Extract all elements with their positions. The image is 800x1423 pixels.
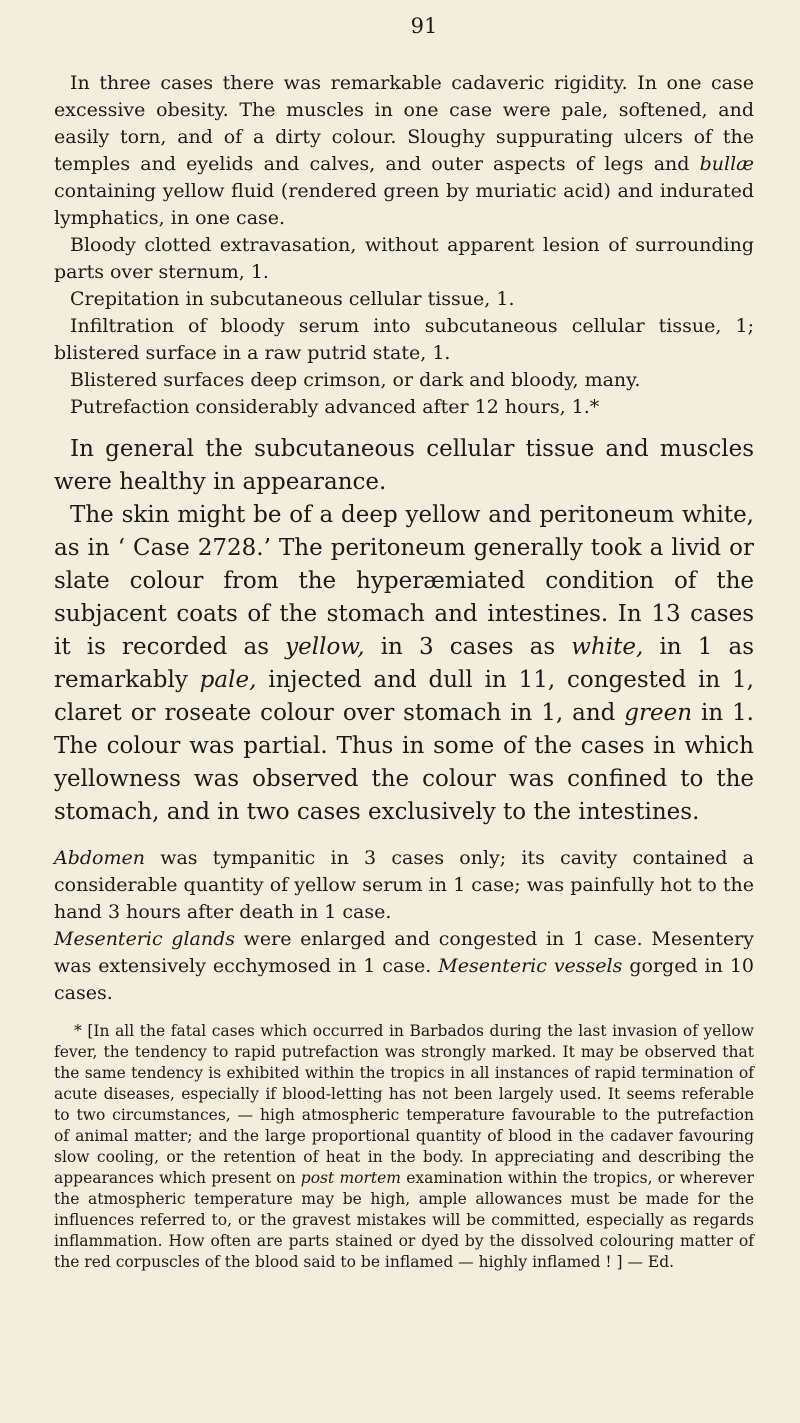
- paragraph-text: containing yellow fluid (rendered green by muriatic acid) and indurated lymphatics, in one case.: [54, 180, 754, 229]
- abdominal-findings: [54, 845, 754, 1007]
- footnote-segment: * [In all the fatal cases which occurred in Barbados during the last invasion of yellow fever, the tendency to rapid putrefaction was strongly marked. It may be observed that the same tendency is exhibited within the tropics in all instances of rapid termination of acute diseases, especially if blood-letting has not been largely used. It seems referable to two circumstances, — high atmospheric temperature favourable to the putrefaction of animal matter; and the large proportional quantity of blood in the cadaver favouring slow cooling, or the retention of heat in the body. In appreciating and describing the appearances which present on: [54, 1022, 754, 1187]
- italic-heading: Mesenteric vessels: [438, 955, 623, 977]
- paragraph-text: was tympanitic in 3 cases only; its cavity contained a considerable quantity of yellow serum in 1 case; was painfully hot to the hand 3 hours after death in 1 case.: [54, 847, 754, 923]
- document-page: [54, 14, 754, 1273]
- paragraph-peritoneum: [54, 499, 754, 829]
- paragraph-text: In three cases there was remarkable cadaveric rigidity. In one case excessive obesity. The muscles in one case were pale, softened, and easily torn, and of a dirty colour. Sloughy suppurating ulcers of the temples and eyelids and calves, and outer aspects of legs and: [54, 72, 754, 175]
- footnote-segment: examination within the tropics, or wherever the atmospheric temperature may be high, ample allowances must be made for the influences referred to, or the gravest mistakes will be committed, especially as regards inflammation. How often are parts stained or dyed by the dissolved colouring matter of the red corpuscles of the blood said to be inflamed — highly inflamed ! ] — Ed.: [54, 1169, 754, 1271]
- paragraph-text: were enlarged and congested in 1 case. Mesentery was extensively ecchymosed in 1 case.: [54, 928, 754, 977]
- italic-heading: Mesenteric glands: [54, 928, 235, 950]
- italic-term: post mortem: [300, 1169, 401, 1187]
- italic-term: white,: [571, 634, 644, 660]
- paragraph-text: The skin might be of a deep yellow and peritoneum white, as in ‘ Case 2728.’ The peritoneum generally took a livid or slate colour from the hyperæmiated condition of the subjacent coats of the stomach and intestines. In 13 cases it is recorded as: [54, 502, 754, 660]
- page-number: 91: [410, 14, 438, 38]
- paragraph-putrefaction: Putrefaction considerably advanced after 12 hours, 1.*: [70, 396, 600, 418]
- observations-list: [54, 70, 754, 421]
- italic-term: pale,: [199, 667, 257, 693]
- paragraph-mesenteric: [54, 926, 754, 1007]
- italic-term: green: [624, 700, 693, 726]
- paragraph-general: In general the subcutaneous cellular tissue and muscles were healthy in appearance.: [54, 436, 754, 495]
- italic-term: bullæ: [699, 153, 755, 175]
- italic-heading: Abdomen: [54, 847, 145, 869]
- general-findings: [54, 433, 754, 829]
- footnote-text: [54, 1021, 754, 1273]
- paragraph-text: in 3 cases as: [364, 634, 572, 660]
- paragraph-extravasation: Bloody clotted extravasation, without apparent lesion of surrounding parts over sternum, 1.: [54, 234, 754, 283]
- paragraph-crepitation: Crepitation in subcutaneous cellular tissue, 1.: [70, 288, 515, 310]
- paragraph-rigidity: [54, 70, 754, 232]
- footnote: [54, 1021, 754, 1273]
- paragraph-text: in 1. The colour was partial. Thus in some of the cases in which yellowness was observed the colour was confined to the stomach, and in two cases exclusively to the intestines.: [54, 700, 754, 825]
- paragraph-abdomen: [54, 845, 754, 926]
- paragraph-blistered: Blistered surfaces deep crimson, or dark and bloody, many.: [70, 369, 641, 391]
- paragraph-text: injected and dull in 11, congested in 1, claret or roseate colour over stomach in 1, and: [54, 667, 754, 726]
- paragraph-infiltration: Infiltration of bloody serum into subcutaneous cellular tissue, 1; blistered surface in a raw putrid state, 1.: [54, 315, 754, 364]
- italic-term: yellow,: [285, 634, 365, 660]
- paragraph-text: gorged in 10 cases.: [54, 955, 754, 1004]
- paragraph-text: in 1 as remarkably: [54, 634, 754, 693]
